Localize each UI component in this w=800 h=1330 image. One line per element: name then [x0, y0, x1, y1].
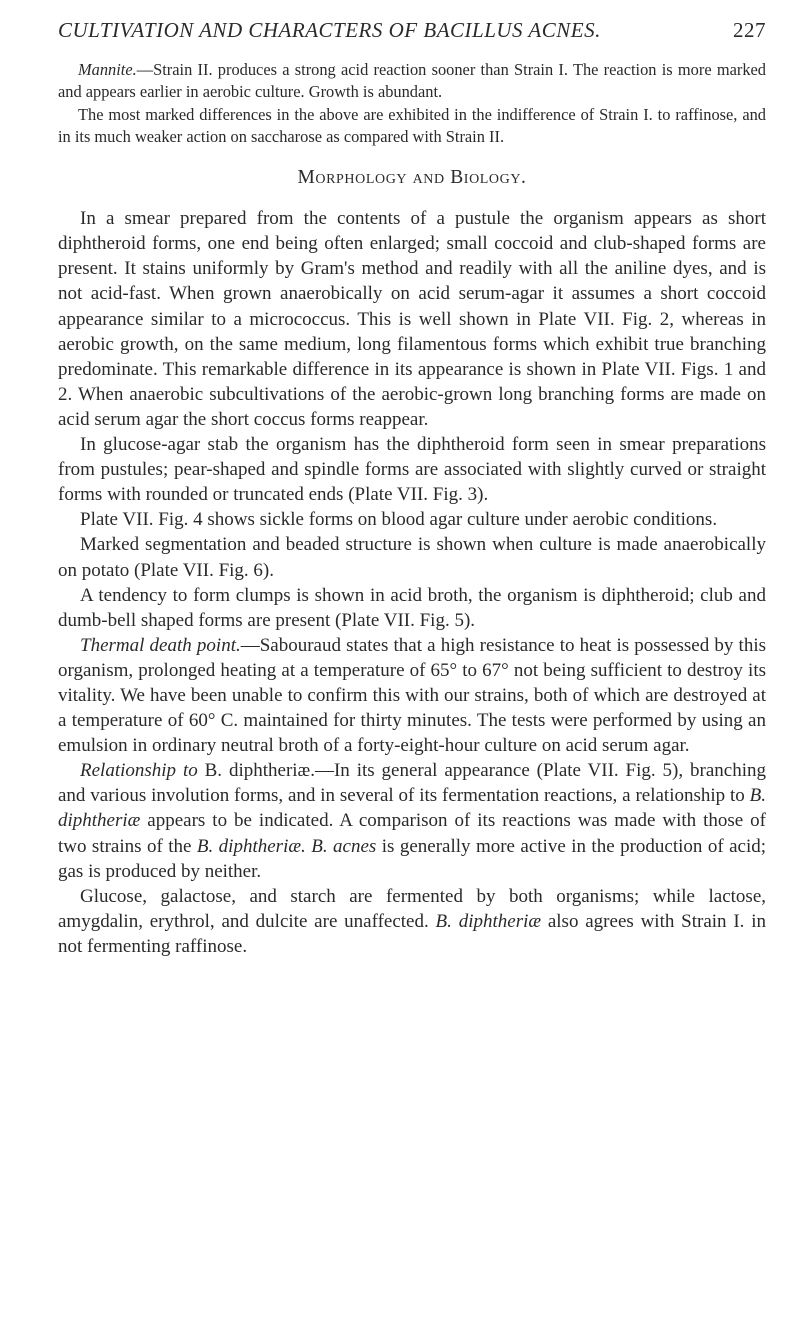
- paragraph-segmentation: [58, 532, 766, 582]
- run-in-heading-thermal: Thermal death point.: [80, 634, 241, 656]
- running-title: CULTIVATION AND CHARACTERS OF BACILLUS ACNES.: [58, 18, 601, 42]
- paragraph-text: is generally more active in the production of acid; gas is produced by neither.: [58, 835, 767, 882]
- paragraph-glucose-agar: [58, 432, 766, 507]
- paragraph-text: Plate VII. Fig. 4 shows sickle forms on blood agar culture under aerobic conditions.: [80, 509, 718, 531]
- paragraph-mannite: [58, 59, 766, 104]
- paragraph-clumps: [58, 583, 766, 633]
- paragraph-text: Glucose, galactose, and starch are fermented by both organisms; while lactose, amygdalin, erythrol, and dulcite are unaffected.: [58, 885, 766, 932]
- section-heading: Morphology and Biology.: [297, 167, 527, 189]
- paragraph-text: —Strain II. produces a strong acid reaction sooner than Strain I. The reaction is more marked and appears earlier in aerobic culture. Growth is abundant.: [58, 60, 766, 102]
- paragraph-text: In a smear prepared from the contents of a pustule the organism appears as short diphtheroid forms, one end being often enlarged; small coccoid and club-shaped forms are present. It stains uniformly by Gram's method and readily with all the aniline dyes, and is not acid-fast. When grown anaerobically on acid serum-agar it assumes a short coccoid appearance similar to a micrococcus. This is well shown in Plate VII. Fig. 2, whereas in aerobic growth, on the same medium, long filamentous forms which exhibit true branching predominate. This remarkable difference in its appearance is shown in Plate VII. Figs. 1 and 2. When anaerobic subcultivations of the aerobic-grown long branching forms are made on acid serum agar the short coccus forms reappear.: [58, 208, 766, 430]
- paragraph-text: also agrees with Strain I. in not fermenting raffinose.: [58, 910, 766, 957]
- species-name: B. acnes: [311, 835, 377, 857]
- paragraph-text: B. diphtheriæ.—In its general appearance (Plate VII. Fig. 5), branching and various involution forms, and in several of its fermentation reactions, a relationship to: [58, 760, 766, 807]
- paragraph-text: A tendency to form clumps is shown in acid broth, the organism is diphtheroid; club and dumb-bell shaped forms are present (Plate VII. Fig. 5).: [58, 584, 766, 631]
- paragraph-text: The most marked differences in the above are exhibited in the indifference of Strain I. to raffinose, and in its much weaker action on saccharose as compared with Strain II.: [58, 104, 766, 146]
- run-in-heading-mannite: Mannite.: [78, 60, 137, 79]
- paragraph-text: Marked segmentation and beaded structure is shown when culture is made anaerobically on potato (Plate VII. Fig. 6).: [58, 534, 766, 581]
- run-in-heading-relationship: Relationship to: [80, 760, 198, 782]
- paragraph-differences: [58, 104, 766, 149]
- paragraph-thermal-death-point: [58, 633, 766, 758]
- paragraph-text: —Sabouraud states that a high resistance to heat is possessed by this organism, prolonged heating at a temperature of 65° to 67° not being sufficient to destroy its vitality. We have been unable to confirm this with our strains, both of which are destroyed at a temperature of 60° C. maintained for thirty minutes. The tests were performed by using an emulsion in ordinary neutral broth of a forty-eight-hour culture on acid serum agar.: [58, 634, 766, 757]
- paragraph-smear: [58, 206, 766, 432]
- main-text-block: [58, 206, 766, 959]
- paragraph-sickle-forms: [58, 507, 766, 532]
- paragraph-fermentation: [58, 884, 766, 959]
- book-page: [58, 18, 766, 959]
- paragraph-text: appears to be indicated. A comparison of its reactions was made with those of two strains of the: [58, 810, 766, 857]
- species-name: B. diphtheriæ: [435, 910, 542, 932]
- page-number: 227: [733, 18, 766, 42]
- running-head: [58, 18, 766, 52]
- paragraph-relationship: [58, 758, 766, 883]
- small-print-block: [58, 59, 766, 148]
- species-name: B. diphtheriæ.: [196, 835, 306, 857]
- species-name: B. diphtheriæ: [58, 785, 766, 832]
- paragraph-text: In glucose-agar stab the organism has the diphtheroid form seen in smear preparations from pustules; pear-shaped and spindle forms are associated with slightly curved or straight forms with rounded or truncated ends (Plate VII. Fig. 3).: [58, 434, 766, 506]
